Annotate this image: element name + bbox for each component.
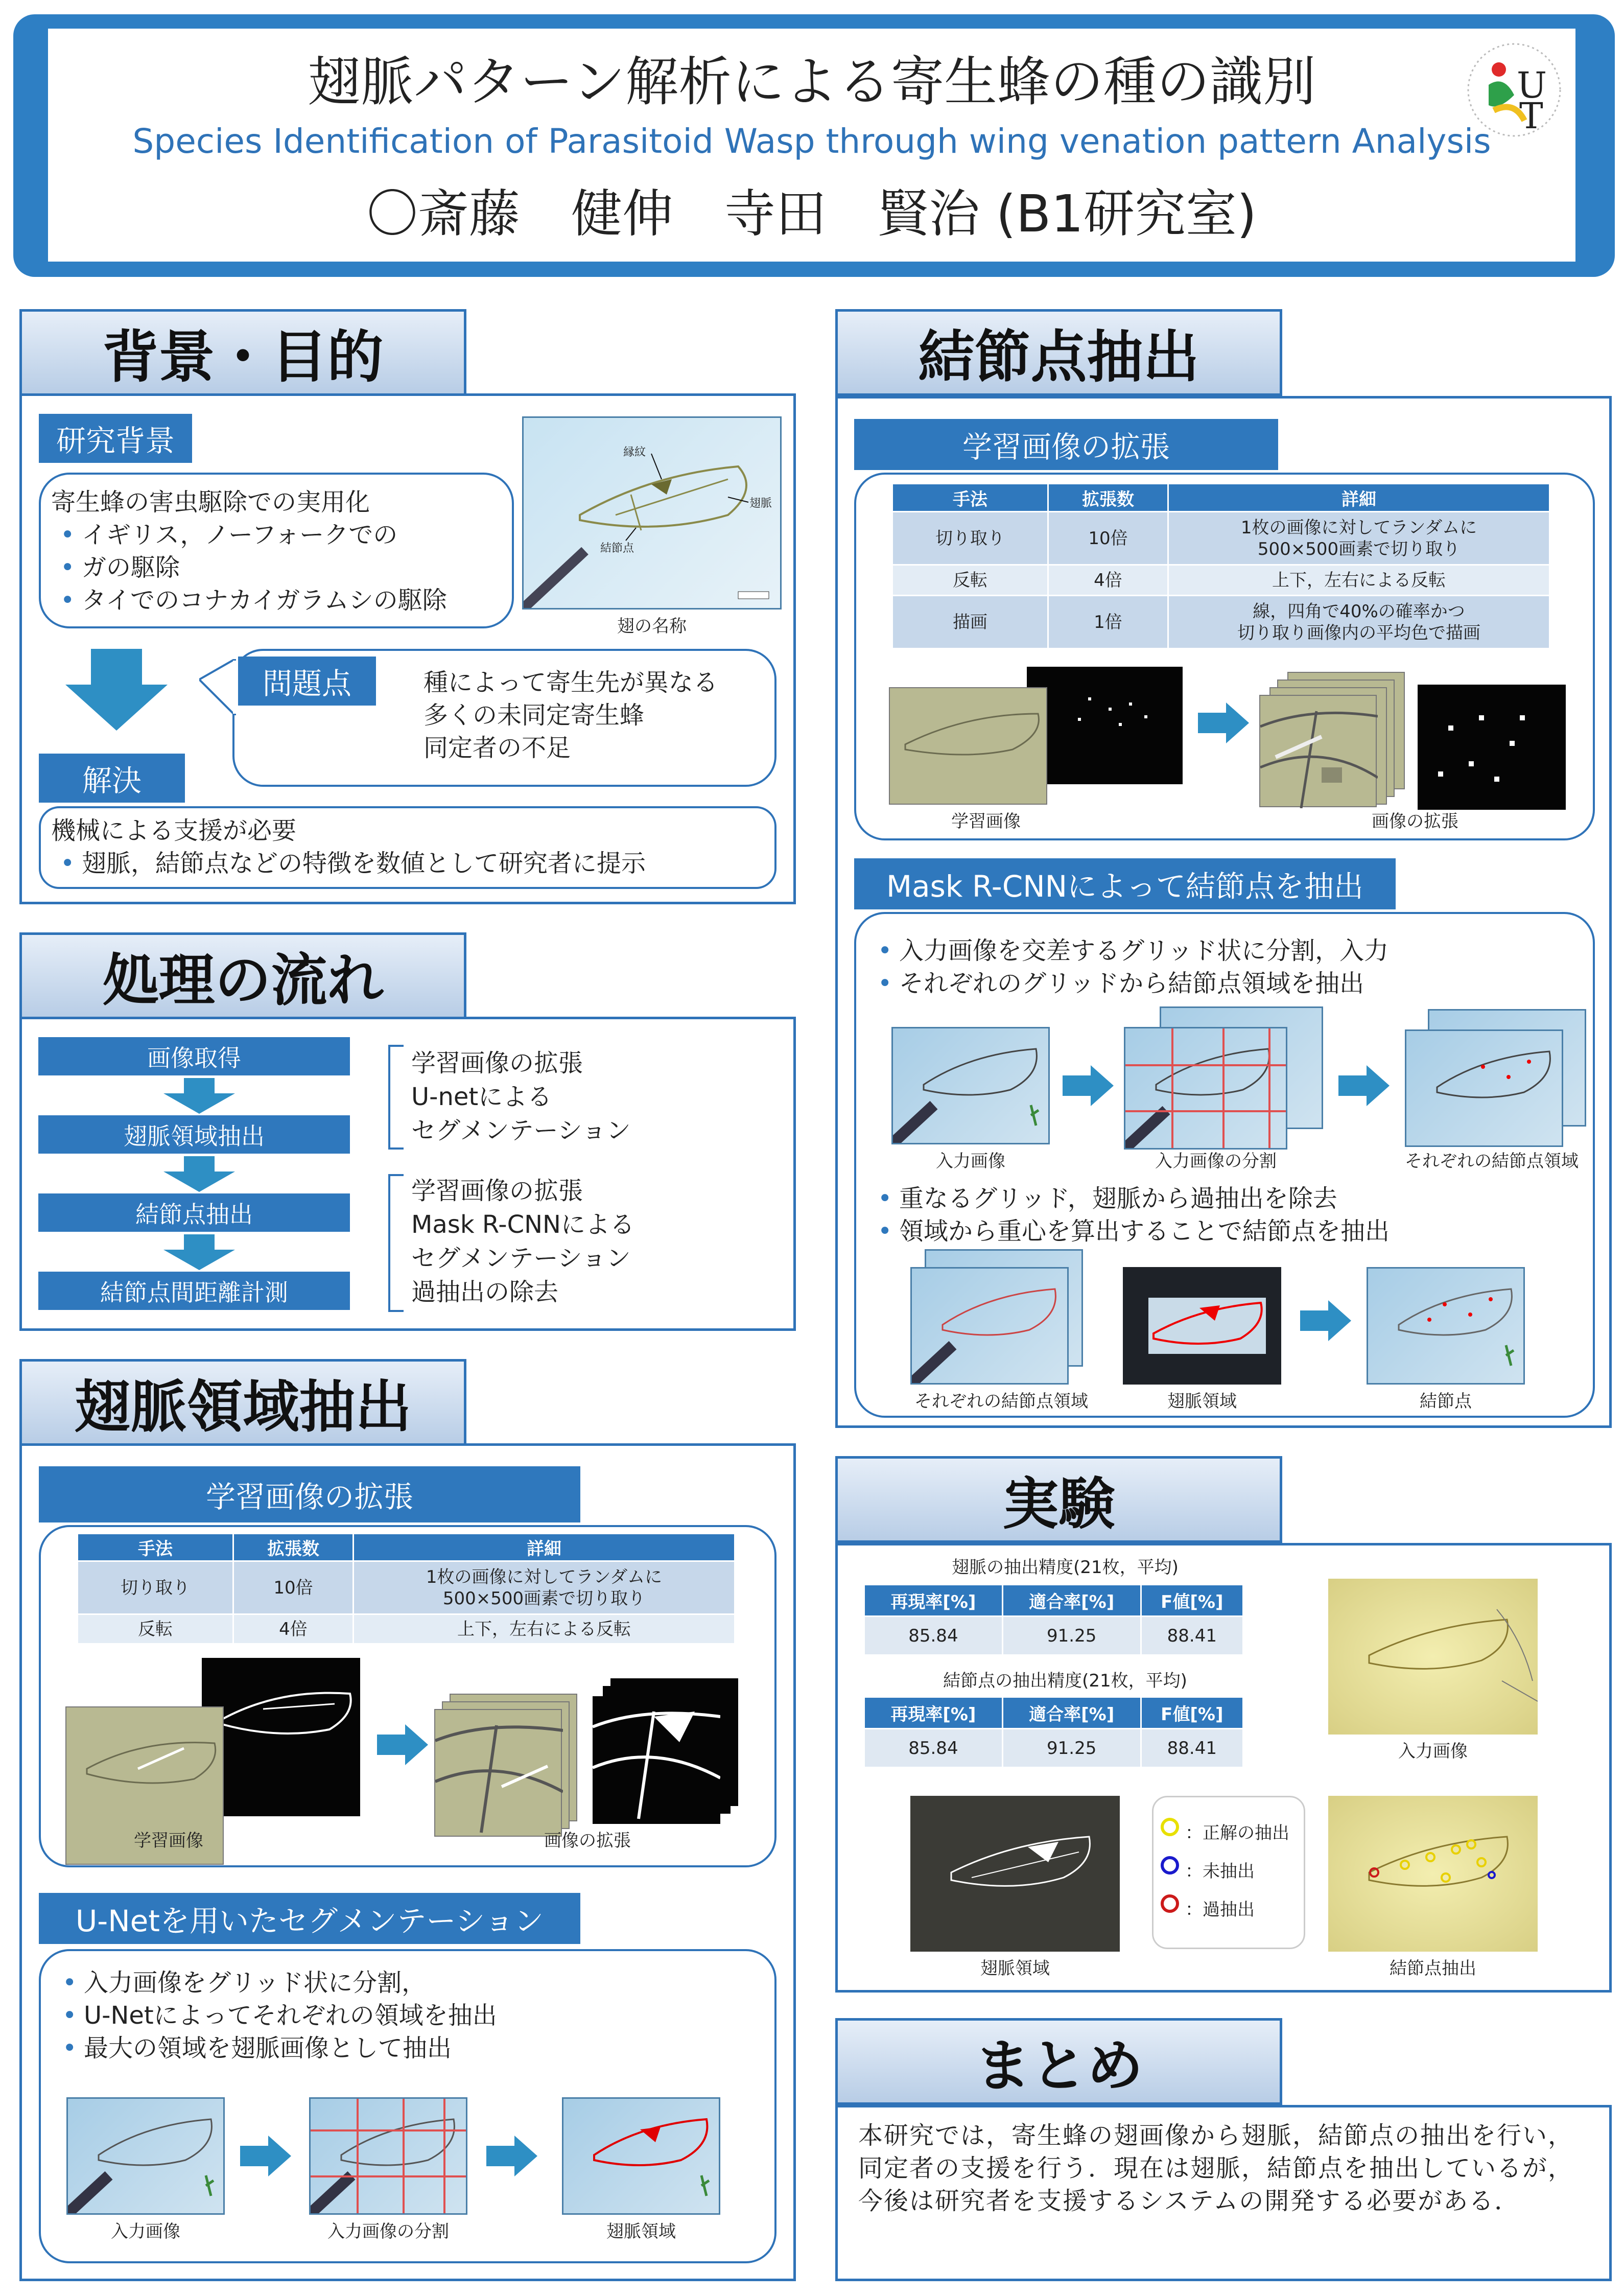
caption: 翅脈領域 [980,1958,1050,1979]
caption: 翅脈領域 [1167,1391,1237,1412]
legend-correct-icon [1161,1818,1179,1836]
caption: それぞれの結節点領域 [1405,1151,1579,1172]
poster-title-ja: 翅脈パターン解析による寄生蜂の種の識別 [308,51,1316,113]
unet-text [53,1966,768,2065]
down-arrow-icon [65,649,168,731]
mask-rcnn-text-2 [868,1182,1584,1248]
problem-item: 多くの未同定寄生蜂 [423,701,645,730]
problem-label: 問題点 [238,657,376,706]
callout-pointer-icon [199,659,240,715]
right-arrow-icon [240,2136,291,2176]
flow-arrow-icon [163,1156,235,1192]
caption: 入力画像 [936,1151,1005,1172]
flow-note: 学習画像の拡張 [411,1049,583,1077]
flow-step-3: 結節点抽出 [38,1193,350,1232]
unet-region-image [562,2097,720,2215]
flow-note: セグメンテーション [411,1116,631,1145]
research-bg-item: • イギリス，ノーフォークでの [51,519,511,551]
node-aug-mask-image [1418,685,1566,810]
solution-box [39,806,776,889]
flow-note: U-netによる [411,1083,552,1111]
vein-title: 翅脈領域抽出 [19,1359,466,1446]
problem-item: 種によって寄生先が異なる [423,668,718,697]
right-arrow-icon [1063,1065,1114,1106]
caption: 結節点 [1420,1391,1472,1412]
unet-item: • U-Netによってそれぞれの領域を抽出 [53,1999,768,2032]
flow-notes-1 [411,1046,769,1147]
university-logo [1463,39,1565,141]
table-row: 切り取り 10倍 1枚の画像に対してランダムに 500×500画素で切り取り [78,1561,735,1614]
table-header: 詳細 [1168,484,1550,512]
research-bg-lead: 寄生蜂の害虫駆除での実用化 [51,488,370,517]
table-row: 反転 4倍 上下，左右による反転 [78,1614,735,1644]
vein-aug-mask-image [593,1696,720,1824]
vein-aug-image [434,1709,562,1837]
caption: 学習画像 [134,1831,203,1851]
table-row: 85.84 91.25 88.41 [864,1616,1243,1655]
flow-step-4: 結節点間距離計測 [38,1272,350,1310]
header-panel [48,29,1575,262]
solution-text [51,814,766,880]
legend-over-icon [1161,1894,1179,1913]
unet-item: • 最大の領域を翅脈画像として抽出 [53,2032,768,2065]
caption: 入力画像の分割 [327,2221,449,2242]
poster-authors: 〇斎藤 健伸 寺田 賢治 (B1研究室) [366,184,1257,244]
mask-node-image [1367,1267,1525,1385]
vein-aug-label: 学習画像の拡張 [39,1466,580,1522]
table-header: 適合率[%] [1002,1697,1141,1729]
unet-split-image [309,2097,467,2215]
caption: それぞれの結節点領域 [914,1391,1088,1412]
mask-rcnn-item: • 重なるグリッド，翅脈から過抽出を除去 [868,1182,1584,1215]
solution-lead: 機械による支援が必要 [51,816,297,845]
table-header: 詳細 [354,1534,735,1561]
right-arrow-icon [1338,1065,1390,1106]
legend-over: ：過抽出 [1185,1900,1255,1920]
table-header: 適合率[%] [1002,1585,1141,1616]
node-aug-label: 学習画像の拡張 [854,419,1278,470]
wing-label-stigma: 縁紋 [623,446,646,459]
caption: 入力画像 [1398,1741,1468,1762]
table-header: 再現率[%] [864,1697,1003,1729]
node-accuracy-table [863,1696,1244,1768]
caption: 入力画像 [111,2221,180,2242]
right-arrow-icon [1198,702,1249,743]
flow-arrow-icon [163,1234,235,1270]
svg-text:U: U [1517,64,1547,106]
node-aug-table [891,483,1550,649]
experiment-input-image [1328,1579,1538,1735]
table2-title: 結節点の抽出精度(21枚，平均) [943,1671,1187,1691]
svg-text:T: T [1519,95,1543,137]
right-arrow-icon [377,1724,428,1765]
table-row: 反転 4倍 上下，左右による反転 [892,565,1550,596]
mask-vein-image [1123,1267,1281,1385]
mask-rcnn-item: • 入力画像を交差するグリッド状に分割，入力 [868,934,1584,967]
flow-notes-2 [411,1174,769,1309]
legend-missed: ：未抽出 [1185,1861,1255,1882]
flow-bracket [388,1045,404,1150]
table-header: 手法 [892,484,1048,512]
table1-title: 翅脈の抽出精度(21枚，平均) [952,1557,1179,1578]
table-header: 手法 [78,1534,233,1561]
table-row: 描画 1倍 線，四角で40%の確率かつ 切り取り画像内の平均色で描画 [892,596,1550,649]
wing-label-vein: 翅脈 [749,497,772,510]
caption: 結節点抽出 [1390,1958,1476,1979]
right-arrow-icon [1300,1300,1351,1341]
flow-bracket [388,1174,404,1312]
node-train-mask-image [1027,667,1183,784]
experiment-legend [1152,1796,1305,1949]
vein-aug-table [77,1533,736,1645]
background-title: 背景・目的 [19,309,466,396]
right-arrow-icon [486,2136,537,2176]
unet-input-image [66,2097,225,2215]
summary-text: 本研究では，寄生蜂の翅画像から翅脈，結節点の抽出を行い，同定者の支援を行う．現在は翅脈，結節点を抽出しているが，今後は研究者を支援するシステムの開発する必要がある． [858,2121,1574,2215]
experiment-title: 実験 [835,1456,1282,1543]
table-row: 85.84 91.25 88.41 [864,1729,1243,1768]
mask-rcnn-item: • それぞれのグリッドから結節点領域を抽出 [868,967,1584,1000]
mask-split-image [1124,1027,1287,1150]
node-aug-image [1259,695,1377,807]
wing-caption: 翅の名称 [617,616,687,637]
unet-item: • 入力画像をグリッド状に分割， [53,1966,768,1999]
mask-input-image [891,1027,1050,1144]
table-header: 拡張数 [1048,484,1168,512]
wing-naming-image [522,416,782,610]
flow-title: 処理の流れ [19,932,466,1019]
flow-note: セグメンテーション [411,1244,631,1273]
node-train-image [889,687,1047,805]
research-bg-label: 研究背景 [39,414,192,463]
caption: 翅脈領域 [606,2221,676,2242]
flow-step-2: 翅脈領域抽出 [38,1115,350,1154]
table-header: F値[%] [1141,1585,1243,1616]
mask-rcnn-label: Mask R-CNNによって結節点を抽出 [854,858,1396,909]
poster-title-en: Species Identification of Parasitoid Wasp through wing venation pattern Analysis [132,122,1491,161]
flow-arrow-icon [163,1078,235,1114]
wing-label-node: 結節点 [600,542,634,555]
experiment-node-image [1328,1796,1538,1952]
experiment-vein-image [910,1796,1120,1952]
research-bg-item: • タイでのコナカイガラムシの駆除 [51,584,511,617]
table-header: F値[%] [1141,1697,1243,1729]
mask-rcnn-text-1 [868,934,1584,1000]
mask-each2-image [910,1267,1069,1385]
problem-item: 同定者の不足 [423,734,571,762]
vein-accuracy-table [863,1584,1244,1656]
legend-missed-icon [1161,1856,1179,1875]
table-header: 再現率[%] [864,1585,1003,1616]
caption: 画像の拡張 [544,1831,631,1851]
mask-rcnn-item: • 領域から重心を算出することで結節点を抽出 [868,1215,1584,1248]
caption: 学習画像 [951,811,1021,832]
caption: 画像の拡張 [1372,811,1458,832]
caption: 入力画像の分割 [1155,1151,1277,1172]
research-bg-item: • ガの駆除 [51,551,511,584]
mask-each-image [1405,1029,1563,1147]
unet-label: U-Netを用いたセグメンテーション [39,1893,580,1944]
vein-train-mask-image [202,1658,360,1816]
summary-title: まとめ [835,2018,1282,2105]
flow-note: Mask R-CNNによる [411,1210,634,1239]
solution-item: • 翅脈，結節点などの特徴を数値として研究者に提示 [51,847,766,880]
legend-correct: ：正解の抽出 [1185,1823,1289,1843]
solution-label: 解決 [39,754,185,803]
flow-step-1: 画像取得 [38,1037,350,1075]
problem-text [423,666,771,764]
flow-note: 学習画像の拡張 [411,1177,583,1205]
table-row: 切り取り 10倍 1枚の画像に対してランダムに 500×500画素で切り取り [892,512,1550,565]
table-header: 拡張数 [233,1534,354,1561]
node-title: 結節点抽出 [835,309,1282,396]
research-bg-box [39,473,514,628]
research-bg-text [51,486,511,617]
flow-note: 過抽出の除去 [411,1278,559,1306]
